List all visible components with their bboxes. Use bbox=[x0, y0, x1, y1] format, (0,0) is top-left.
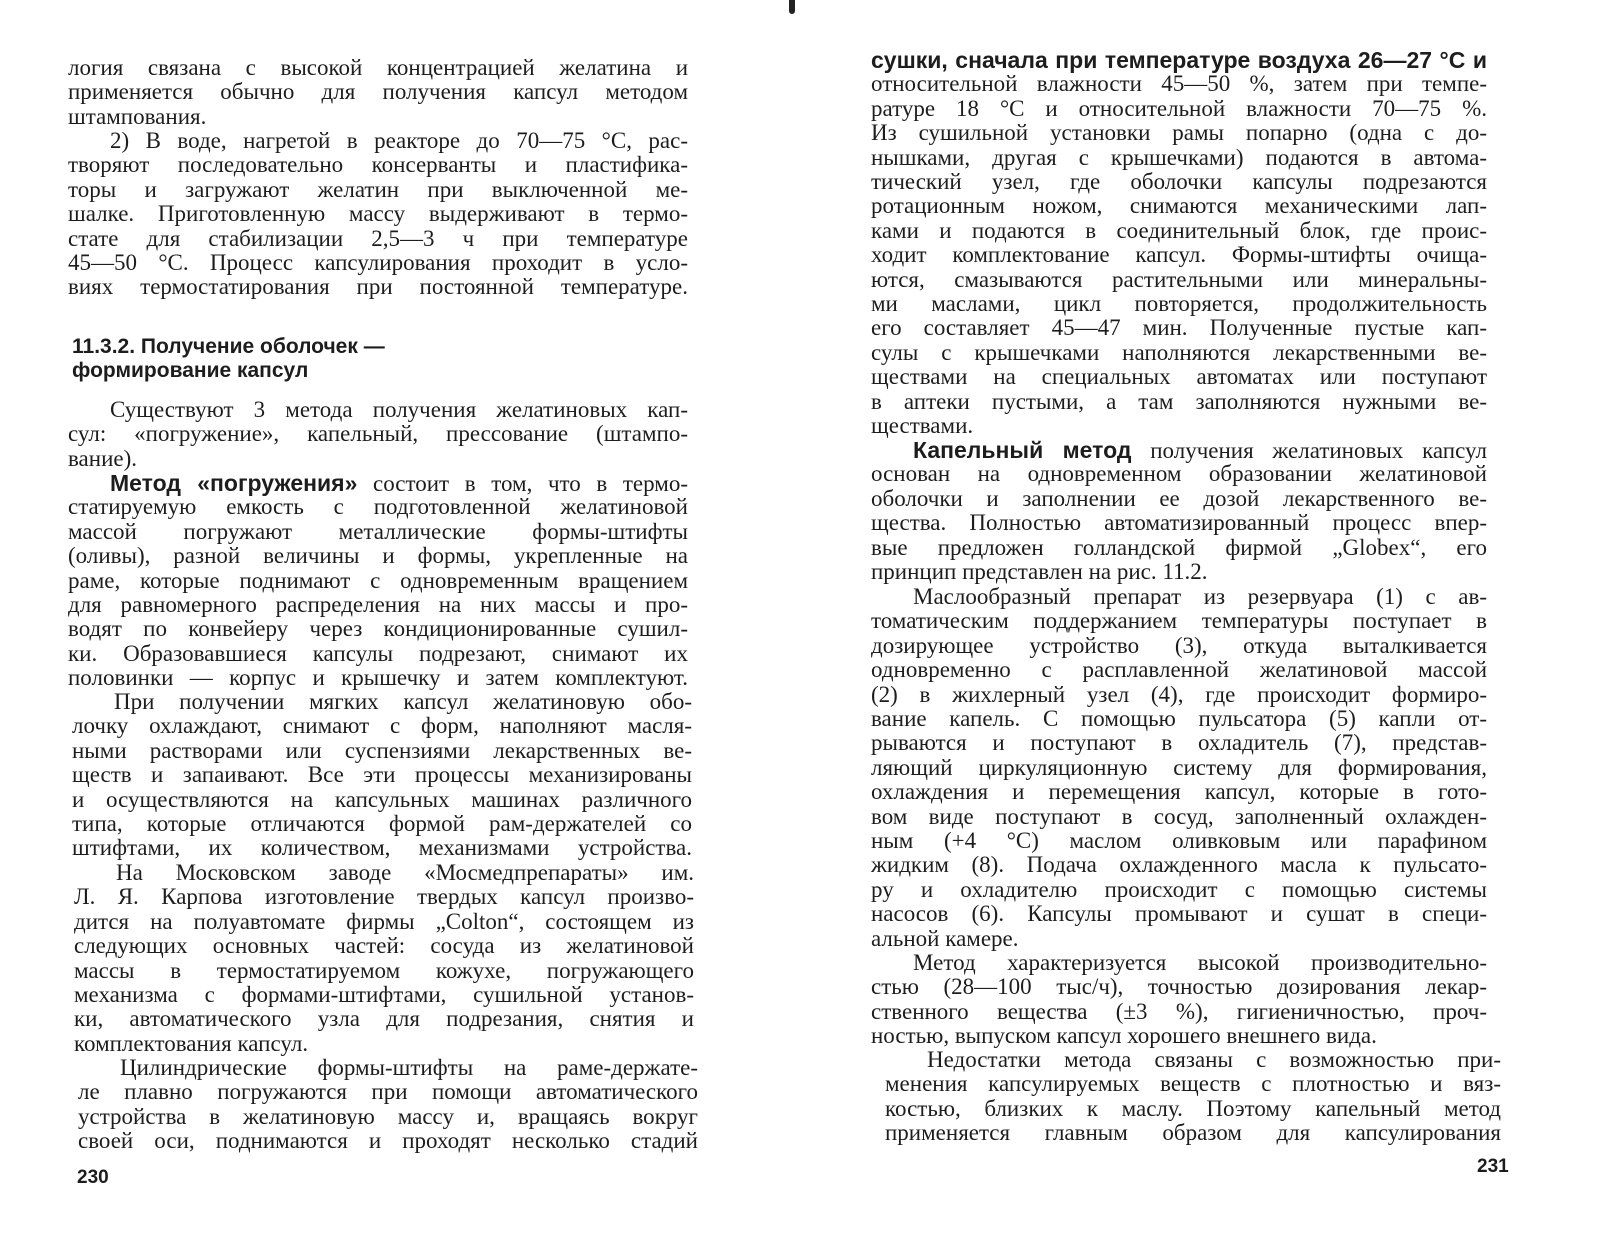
text-line: вание). bbox=[68, 445, 137, 471]
text-line: тический узел, где оболочки капсулы подрезаются bbox=[871, 169, 1487, 194]
left-page bbox=[0, 0, 760, 1251]
text-line: ки, автоматического узла для подрезания, снятия и bbox=[74, 1006, 694, 1032]
text-line: (2) в жихлерный узел (4), где происходит формиро- bbox=[871, 681, 1487, 707]
text-line: ными растворами или суспензиями лекарственных ве- bbox=[72, 737, 692, 763]
text-line: ми маслами, цикл повторяется, продолжительность bbox=[871, 291, 1487, 316]
text-line: ществами. bbox=[871, 413, 974, 438]
text-line: в аптеки пустыми, а там заполняются нужными ве- bbox=[871, 388, 1487, 414]
text-line: творяют последовательно консерванты и пластифика- bbox=[68, 152, 688, 178]
text-line: типа, которые отличаются формой рам-держателей со bbox=[72, 811, 692, 836]
text-line: охлаждения и перемещения капсул, которые в гото- bbox=[871, 779, 1487, 805]
text-line: сул: «погружение», капельный, прессование (штампо- bbox=[68, 421, 688, 447]
text-line: виях термостатирования при постоянной температуре. bbox=[68, 274, 688, 300]
text-line: нышками, другая с крышечками) подаются в автома- bbox=[871, 144, 1487, 170]
text-line: логия связана с высокой концентрацией желатина и bbox=[68, 55, 688, 80]
text-line: ются, смазываются растительными или минеральны- bbox=[871, 266, 1487, 292]
text-line: сулы с крышечками наполняются лекарственными ве- bbox=[871, 339, 1487, 365]
term-bold: Капельный метод bbox=[913, 437, 1132, 463]
text-line: ротационным ножом, снимаются механическими лап- bbox=[871, 193, 1487, 219]
text-line: При получении мягких капсул желатиновую обо- bbox=[114, 689, 692, 714]
text-line: стью (28—100 тыс/ч), точностью дозирования лекар- bbox=[871, 974, 1487, 1000]
text-line: Недостатки метода связаны с возможностью при- bbox=[927, 1047, 1501, 1072]
text-line: (оливы), разной величины и формы, укрепленные на bbox=[68, 543, 688, 569]
text-line: массой погружают металлические формы-штифты bbox=[68, 518, 688, 544]
text-line: раме, которые поднимают с одновременным вращением bbox=[68, 567, 688, 593]
text-line: альной камере. bbox=[871, 925, 1019, 951]
text-line: торы и загружают желатин при выключенной ме- bbox=[68, 176, 688, 202]
text-line: вые предложен голландской фирмой „Globex“, его bbox=[871, 534, 1487, 560]
right-page bbox=[800, 0, 1601, 1251]
text-line: ле плавно погружаются при помощи автоматического bbox=[78, 1079, 698, 1105]
section-heading-cont: формирование капсул bbox=[72, 359, 309, 382]
text-line: его составляет 45—47 мин. Полученные пустые кап- bbox=[871, 315, 1487, 341]
text-line: ляющий циркуляционную систему для формирования, bbox=[871, 754, 1487, 780]
text-line: ственного вещества (±3 %), гигиеничностью, проч- bbox=[871, 998, 1487, 1024]
text-line: дится на полуавтомате фирмы „Colton“, состоящем из bbox=[74, 908, 694, 934]
term-rest: получения желатиновых капсул bbox=[1131, 438, 1487, 463]
text-line: рываются и поступают в охладитель (7), представ- bbox=[871, 730, 1487, 756]
binding-mark bbox=[789, 0, 795, 14]
term-rest: состоит в том, что в термо- bbox=[357, 471, 689, 496]
text-line: дозирующее устройство (3), откуда выталкивается bbox=[871, 632, 1487, 658]
text-line: оболочки и заполнении ее дозой лекарственного ве- bbox=[871, 485, 1487, 511]
text-line: для равномерного распределения на них массы и про- bbox=[68, 592, 688, 617]
text-line: ностью, выпуском капсул хорошего внешнего вида. bbox=[871, 1023, 1377, 1049]
text-line: костью, близких к маслу. Поэтому капельный метод bbox=[885, 1095, 1501, 1121]
text-line: следующих основных частей: сосуда из желатиновой bbox=[74, 933, 694, 959]
text-line: и осуществляются на капсульных машинах различного bbox=[72, 786, 692, 812]
text-line: Из сушильной установки рамы попарно (одна с до- bbox=[871, 120, 1487, 146]
text-line: 2) В воде, нагретой в реакторе до 70—75 °С, рас- bbox=[110, 128, 688, 153]
text-line: вом виде поступают в сосуд, заполненный охлажден- bbox=[871, 803, 1487, 829]
text-line: стате для стабилизации 2,5—3 ч при температуре bbox=[68, 225, 688, 251]
text-line: вание капель. С помощью пульсатора (5) капли от- bbox=[871, 706, 1487, 731]
text-line: насосов (6). Капсулы промывают и сушат в специ- bbox=[871, 901, 1487, 927]
text-line: применяется обычно для получения капсул методом bbox=[68, 79, 688, 105]
text-line: ходит комплектование капсул. Формы-штифты очища- bbox=[871, 242, 1487, 268]
text-line: Цилиндрические формы-штифты на раме-держате- bbox=[120, 1055, 698, 1080]
text-line: принцип представлен на рис. 11.2. bbox=[871, 559, 1208, 584]
text-line: ществами на специальных автоматах или поступают bbox=[871, 364, 1487, 390]
text-line: менения капсулируемых веществ с плотностью и вяз- bbox=[885, 1071, 1501, 1097]
text-line bbox=[110, 471, 688, 496]
text-line: шалке. Приготовленную массу выдерживают в термо- bbox=[68, 201, 688, 227]
text-line: жидким (8). Подача охлажденного масла к пульсато- bbox=[871, 852, 1487, 878]
text-line: ным (+4 °С) маслом оливковым или парафином bbox=[871, 828, 1487, 853]
text-line: штифтами, их количеством, механизмами устройства. bbox=[72, 835, 692, 861]
page-number-left: 230 bbox=[77, 1167, 109, 1188]
term-bold: Метод «погружения» bbox=[110, 470, 358, 496]
text-line: ществ и запаивают. Все эти процессы механизированы bbox=[72, 762, 692, 788]
text-line: своей оси, поднимаются и проходят несколько стадий bbox=[78, 1128, 698, 1154]
text-line: половинки — корпус и крышечку и затем комплектуют. bbox=[68, 665, 688, 691]
text-line: ками и подаются в соединительный блок, где проис- bbox=[871, 217, 1487, 243]
text-line: На Московском заводе «Мосмедпрепараты» им. bbox=[116, 860, 694, 885]
text-line: лочку охлаждают, снимают с форм, наполняют масля- bbox=[72, 713, 692, 739]
text-line: устройства в желатиновую массу и, вращаясь вокруг bbox=[78, 1103, 698, 1129]
text-line: сушки, сначала при температуре воздуха 26—27 °С и bbox=[871, 47, 1487, 73]
text-line: основан на одновременном образовании желатиновой bbox=[871, 461, 1487, 487]
text-line: Метод характеризуется высокой производительно- bbox=[913, 950, 1487, 975]
text-line: комплектования капсул. bbox=[74, 1030, 309, 1056]
section-heading: 11.3.2. Получение оболочек — bbox=[72, 335, 385, 358]
text-line: штампования. bbox=[68, 103, 207, 129]
text-line: применяется главным образом для капсулирования bbox=[885, 1120, 1501, 1146]
page-number-right: 231 bbox=[1477, 1156, 1509, 1177]
text-line: Существуют 3 метода получения желатиновых кап- bbox=[110, 397, 688, 422]
text-line: водят по конвейеру через кондиционированные сушил- bbox=[68, 616, 688, 642]
text-line: относительной влажности 45—50 %, затем при темпе- bbox=[871, 71, 1487, 97]
text-line: Л. Я. Карпова изготовление твердых капсул произво- bbox=[74, 884, 694, 910]
text-line: Маслообразный препарат из резервуара (1) с ав- bbox=[913, 584, 1487, 609]
text-line: ратуре 18 °С и относительной влажности 70—75 %. bbox=[871, 95, 1487, 121]
text-line: томатическим поддержанием температуры поступает в bbox=[871, 608, 1487, 634]
text-line bbox=[913, 438, 1487, 463]
text-line: статируемую емкость с подготовленной желатиновой bbox=[68, 494, 688, 520]
text-line: массы в термостатируемом кожухе, погружающего bbox=[74, 957, 694, 983]
text-line: 45—50 °С. Процесс капсулирования проходит в усло- bbox=[68, 250, 688, 275]
text-line: одновременно с расплавленной желатиновой массой bbox=[871, 657, 1487, 683]
text-line: ки. Образовавшиеся капсулы подрезают, снимают их bbox=[68, 640, 688, 666]
text-line: щества. Полностью автоматизированный процесс впер- bbox=[871, 510, 1487, 536]
text-line: механизма с формами-штифтами, сушильной установ- bbox=[74, 982, 694, 1007]
text-line: ру и охладителю происходит с помощью системы bbox=[871, 876, 1487, 902]
